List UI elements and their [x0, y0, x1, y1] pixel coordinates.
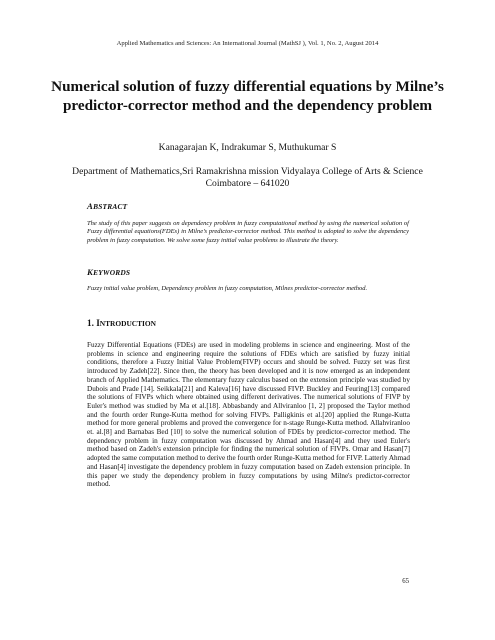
- paper-title: Numerical solution of fuzzy differential equations by Milne’s predictor-corrector method and the dependency problem: [51, 78, 444, 114]
- keywords-heading: [87, 267, 130, 277]
- abstract-heading-rest: BSTRACT: [93, 202, 128, 211]
- journal-header: Applied Mathematics and Sciences: An International Journal (MathSJ ), Vol. 1, No. 2, August 2014: [116, 40, 379, 47]
- page-number: 65: [402, 578, 409, 585]
- introduction-heading-number: 1. I: [87, 318, 100, 328]
- keywords-heading-rest: EYWORDS: [93, 268, 131, 277]
- introduction-text: Fuzzy Differential Equations (FDEs) are used in modeling problems in science and engineering. Most of the problems in science and engineering require the solutions of FDEs which are satisfied by fuzzy initial conditions, therefore a Fuzzy Initial Value Problem(FIVP) occurs and should be solved. Fuzzy set was first introduced by Zadeh[22]. Since then, the theory has been developed and it is now emerged as an independent branch of Applied Mathematics. The elementary fuzzy calculus based on the extension principle was studied by Dubois and Prade [14]. Seikkala[21] and Kaleva[16] have discussed FIVP. Buckley and Feuring[13] compared the solutions of FIVPs which where obtained using different derivatives. The numerical solutions of FIVP by Euler's method was studied by Ma et al.[18]. Abbasbandy and Allviranloo [1, 2] proposed the Taylor method and the fourth order Runge-Kutta method for solving FIVPs. Palligkinis et al.[20] applied the Runge-Kutta method for more general problems and proved the convergence for n-stage Runge-Kutta method. Allahviranloo et. al.[8] and Barnabas Bed [10] to solve the numerical solution of FDEs by predictor-corrector method. The dependency problem in fuzzy computation was discussed by Ahmad and Hasan[4] and they used Euler's method based on Zadeh's extension principle for finding the numerical solution of FIVPs. Omar and Hasan[7] adopted the same computation method to derive the fourth order Runge-Kutta method for FIVP. Latterly Ahmad and Hasan[4] investigate the dependency problem in fuzzy computation based on Zadeh extension principle. In this paper we study the dependency problem in fuzzy computations by using Milne's predictor-corrector method.: [87, 341, 410, 489]
- abstract-heading: [87, 201, 127, 211]
- abstract-text: The study of this paper suggests on dependency problem in fuzzy computational method by using the numerical solution of Fuzzy differential equations(FDEs) in Milne’s predictor-corrector method. This method is adopted to solve the dependency problem in fuzzy computation. We solve some fuzzy initial value problems to illustrate the theory.: [87, 220, 409, 244]
- author-affiliation: Department of Mathematics,Sri Ramakrishna mission Vidyalaya College of Arts & Science Coimbatore – 641020: [72, 166, 423, 189]
- keywords-text: Fuzzy initial value problem, Dependency problem in fuzzy computation, Milnes predictor-corrector method.: [87, 285, 368, 292]
- abstract-heading-cap: A: [87, 201, 94, 211]
- introduction-heading-rest: NTRODUCTION: [99, 319, 157, 328]
- keywords-heading-cap: K: [87, 267, 94, 277]
- author-list: Kanagarajan K, Indrakumar S, Muthukumar S: [158, 142, 337, 153]
- introduction-heading: [87, 318, 156, 328]
